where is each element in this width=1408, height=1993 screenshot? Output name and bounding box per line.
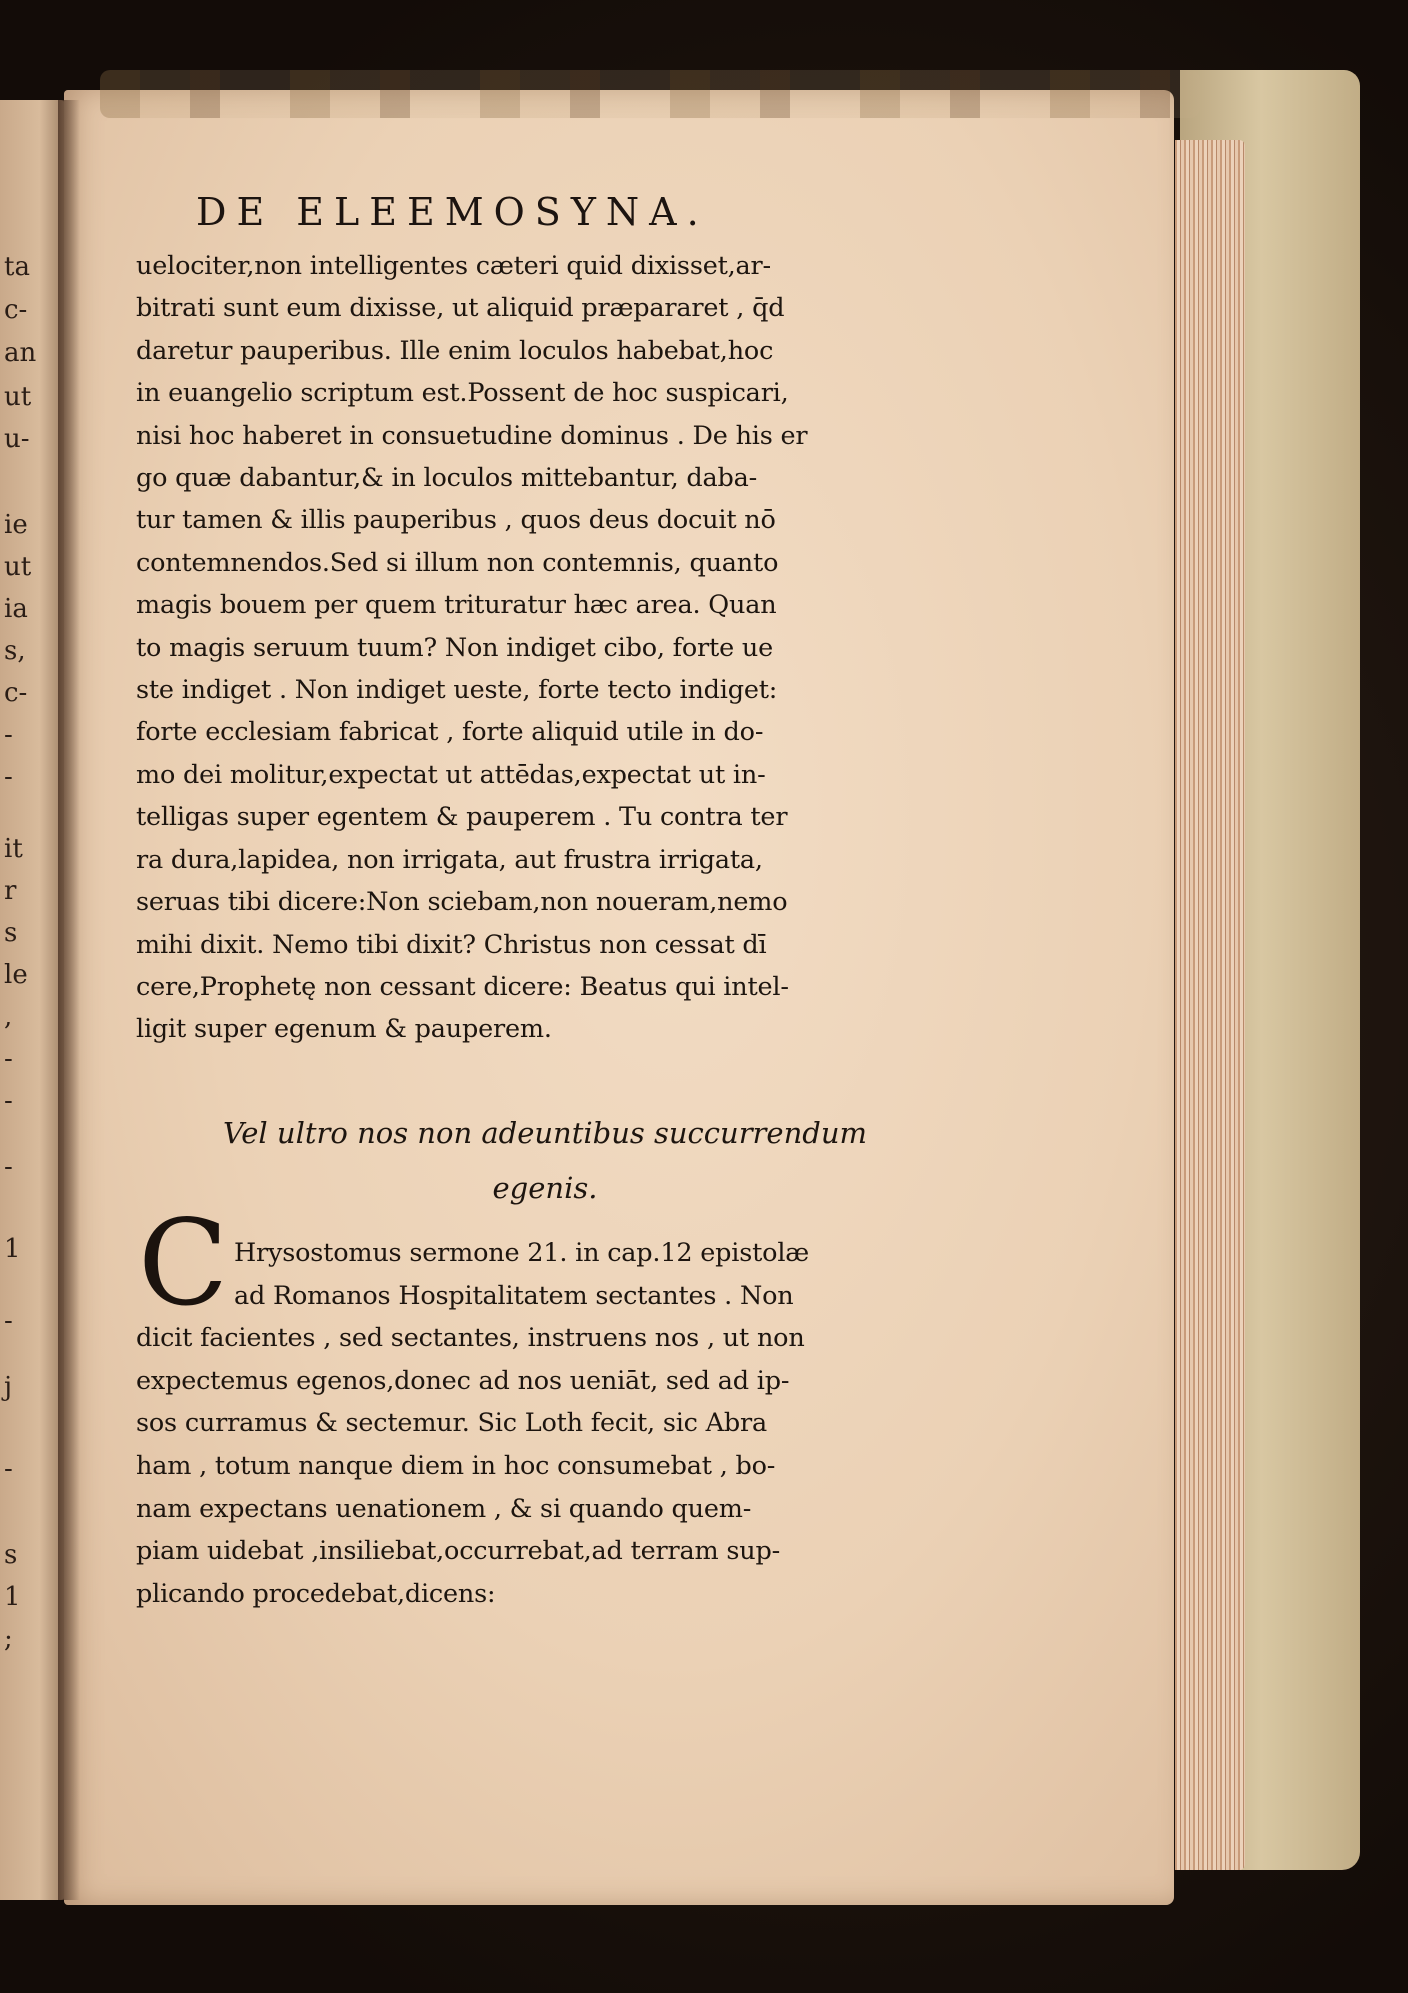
text-line: mo dei molitur,expectat ut attēdas,expectat ut in- [136,759,766,790]
left-fragment: c- [4,678,28,708]
text-line: to magis seruum tuum? Non indiget cibo, forte ue [136,632,773,663]
text-line: bitrati sunt eum dixisse, ut aliquid præpararet , q̄d [136,293,785,324]
text-line: ham , totum nanque diem in hoc consumebat , bo- [136,1450,776,1481]
left-fragment: ut [4,552,32,582]
text-line: magis bouem per quem trituratur hæc area. Quan [136,590,777,621]
left-fragment: , [4,1002,13,1032]
text-line: dicit facientes , sed sectantes, instruens nos , ut non [136,1323,805,1354]
left-fragment: 1 [4,1234,21,1264]
text-line: uelociter,non intelligentes cæteri quid dixisset,ar- [136,251,771,281]
text-line: Hrysostomus sermone 21. in cap.12 epistolæ [234,1238,810,1268]
facing-left-page [0,100,66,1900]
text-line: go quæ dabantur,& in loculos mittebantur, daba- [136,463,758,494]
left-fragment: - [4,1044,13,1074]
left-fragment: s, [4,636,26,666]
left-fragment: ; [4,1624,13,1654]
left-fragment: r [4,876,17,906]
left-fragment: - [4,762,13,792]
left-fragment: - [4,720,13,750]
gutter-shadow [58,100,80,1900]
text-line: ste indiget . Non indiget ueste, forte tecto indiget: [136,675,778,706]
running-head: DE ELEEMOSYNA. [196,190,709,234]
left-fragment: j [4,1372,13,1402]
left-fragment: an [4,338,37,368]
left-fragment: ie [4,510,28,540]
text-line: ra dura,lapidea, non irrigata, aut frustra irrigata, [136,844,763,875]
text-line: piam uidebat ,insiliebat,occurrebat,ad terram sup- [136,1536,781,1567]
drop-initial: C [138,1194,229,1332]
left-fragment: it [4,834,23,864]
text-line: forte ecclesiam fabricat , forte aliquid utile in do- [136,717,764,748]
left-fragment: - [4,1152,13,1182]
text-line: ligit super egenum & pauperem. [136,1014,552,1045]
left-fragment: 1 [4,1582,21,1612]
text-line: telligas super egentem & pauperem . Tu contra ter [136,802,788,833]
left-fragment: s [4,918,18,948]
text-line: seruas tibi dicere:Non sciebam,non noueram,nemo [136,887,788,918]
text-line: cere,Prophetę non cessant dicere: Beatus qui intel- [136,971,789,1002]
left-fragment: u- [4,424,30,454]
left-fragment: - [4,1454,13,1484]
text-line: daretur pauperibus. Ille enim loculos habebat,hoc [136,335,774,366]
page-edges [1175,140,1245,1870]
second-paragraph [136,1232,966,1615]
left-fragment: le [4,960,28,990]
left-fragment: s [4,1540,18,1570]
left-fragment: - [4,1306,13,1336]
text-line: nisi hoc haberet in consuetudine dominus . De his er [136,420,808,451]
section-heading [150,1106,940,1216]
text-line: plicando procedebat,dicens: [136,1578,496,1609]
text-line: mihi dixit. Nemo tibi dixit? Christus non cessat dī [136,929,767,960]
left-fragment: ta [4,252,30,282]
left-fragment: ia [4,594,28,624]
left-fragment: - [4,1086,13,1116]
text-line: nam expectans uenationem , & si quando quem- [136,1493,752,1524]
text-line: sos curramus & sectemur. Sic Loth fecit, sic Abra [136,1408,767,1439]
left-fragment: c- [4,295,28,325]
section-heading-line: egenis. [492,1171,598,1205]
left-fragment: ut [4,382,32,412]
main-paragraph [136,245,966,1051]
section-heading-line: Vel ultro nos non adeuntibus succurrendum [222,1116,868,1150]
top-edge-stain [100,70,1200,118]
text-line: expectemus egenos,donec ad nos ueniāt, sed ad ip- [136,1365,790,1396]
text-line: contemnendos.Sed si illum non contemnis, quanto [136,547,779,578]
left-page-line-ends [0,100,60,1900]
text-line: tur tamen & illis pauperibus , quos deus docuit nō [136,505,776,536]
text-line: ad Romanos Hospitalitatem sectantes . Non [234,1280,794,1311]
text-line: in euangelio scriptum est.Possent de hoc suspicari, [136,378,789,409]
